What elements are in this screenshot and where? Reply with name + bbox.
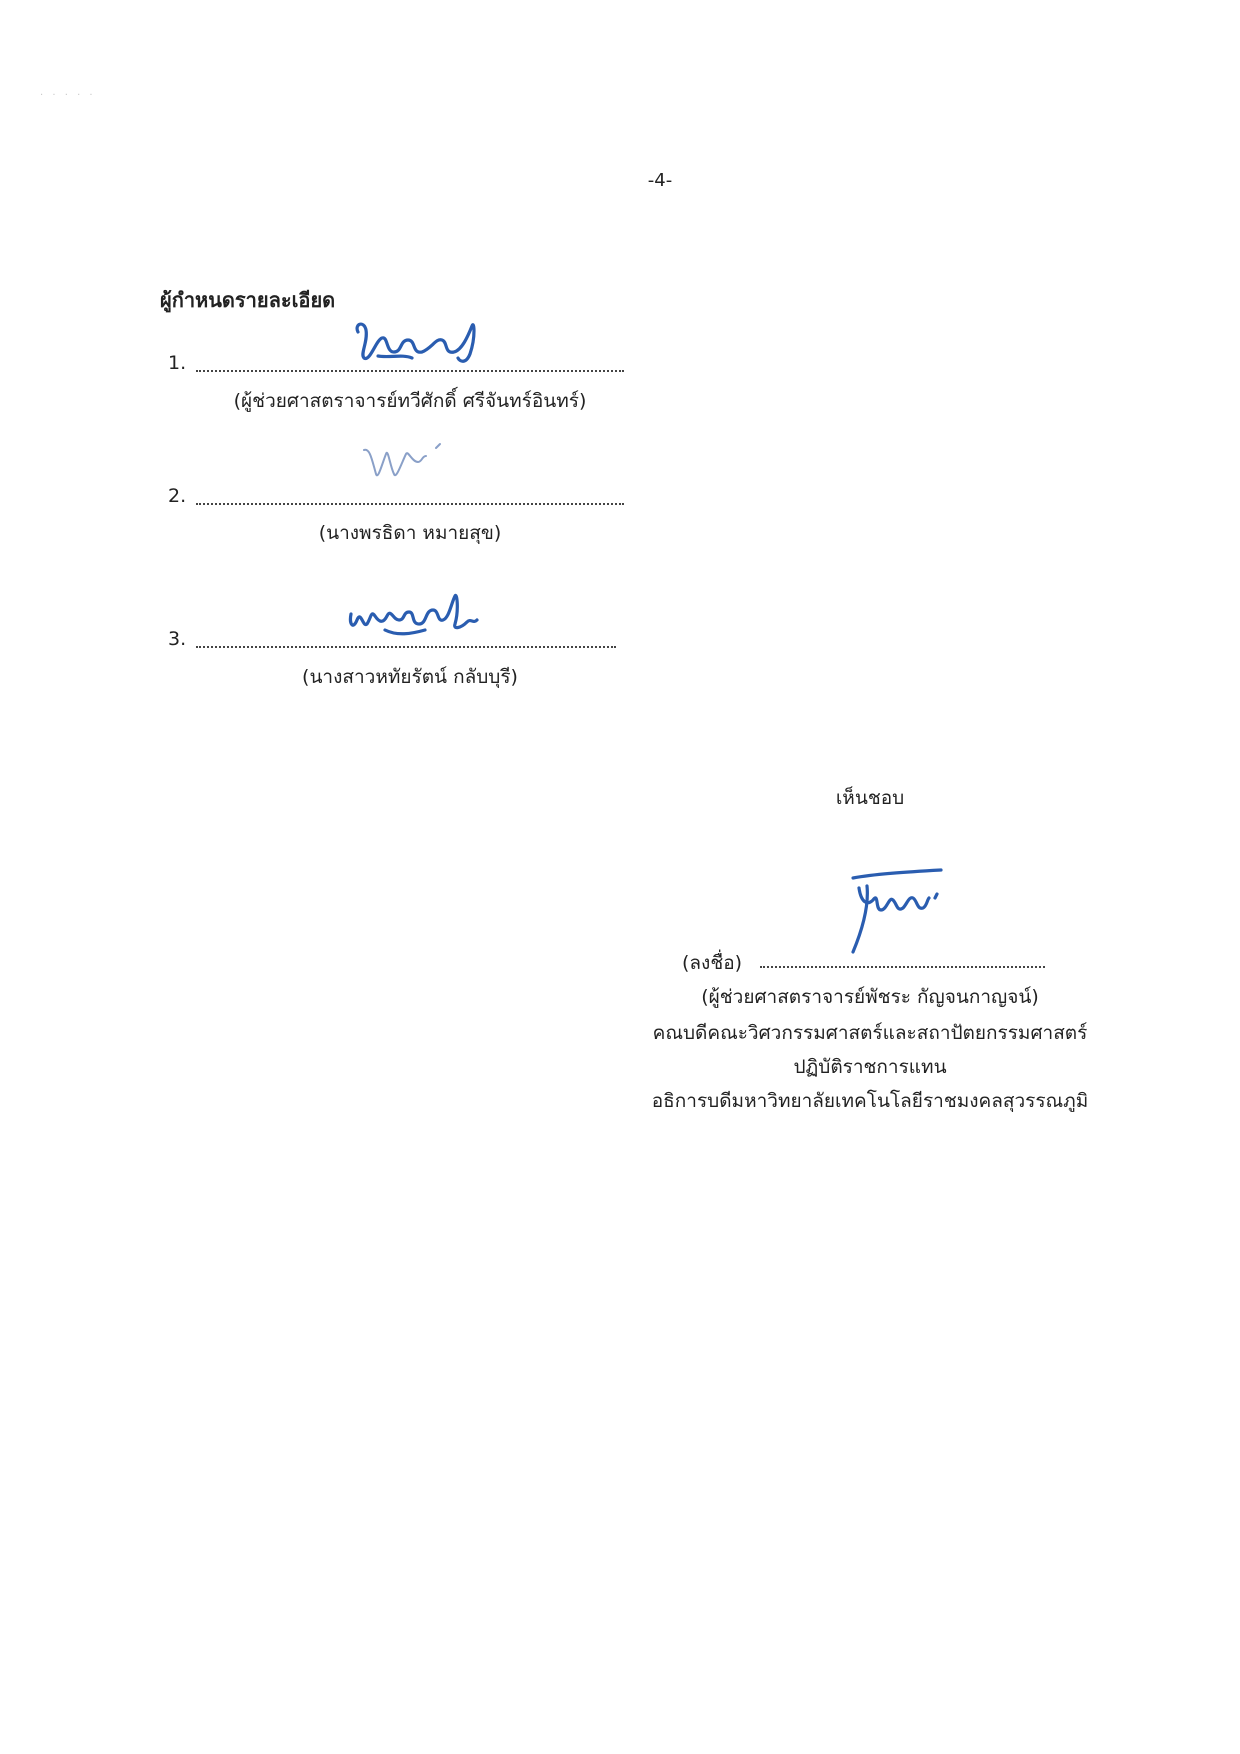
signatory-1-name: (ผู้ช่วยศาสตราจารย์ทวีศักดิ์ ศรีจันทร์อินทร์) <box>233 390 587 412</box>
signatory-2-number: 2. <box>168 485 187 507</box>
signatory-3-name: (นางสาวหทัยรัตน์ กลับบุรี) <box>302 666 518 688</box>
scan-speckle: · · · · · <box>40 90 96 101</box>
approval-position-line2: ปฏิบัติราชการแทน <box>793 1056 947 1078</box>
signature-2 <box>360 440 460 490</box>
signature-line-1 <box>196 370 624 372</box>
approval-signature-line <box>760 966 1045 968</box>
signature-1 <box>350 318 490 370</box>
approval-name: (ผู้ช่วยศาสตราจารย์พัชระ กัญจนกาญจน์) <box>701 986 1039 1008</box>
signatory-3-number: 3. <box>168 628 187 650</box>
page-number: -4- <box>647 170 673 191</box>
approval-sign-label: (ลงชื่อ) <box>682 952 743 974</box>
approval-heading: เห็นชอบ <box>835 787 905 809</box>
signatory-1-number: 1. <box>168 352 187 374</box>
signatory-2-name: (นางพรธิดา หมายสุข) <box>318 522 502 544</box>
approval-position-line3: อธิการบดีมหาวิทยาลัยเทคโนโลยีราชมงคลสุวรรณภูมิ <box>651 1090 1089 1112</box>
section-title: ผู้กำหนดรายละเอียด <box>160 288 336 312</box>
approval-position-line1: คณบดีคณะวิศวกรรมศาสตร์และสถาปัตยกรรมศาสตร์ <box>652 1022 1088 1044</box>
signature-3 <box>345 590 485 646</box>
signature-line-2 <box>196 503 624 505</box>
signature-line-3 <box>196 646 616 648</box>
approval-signature <box>845 866 965 956</box>
